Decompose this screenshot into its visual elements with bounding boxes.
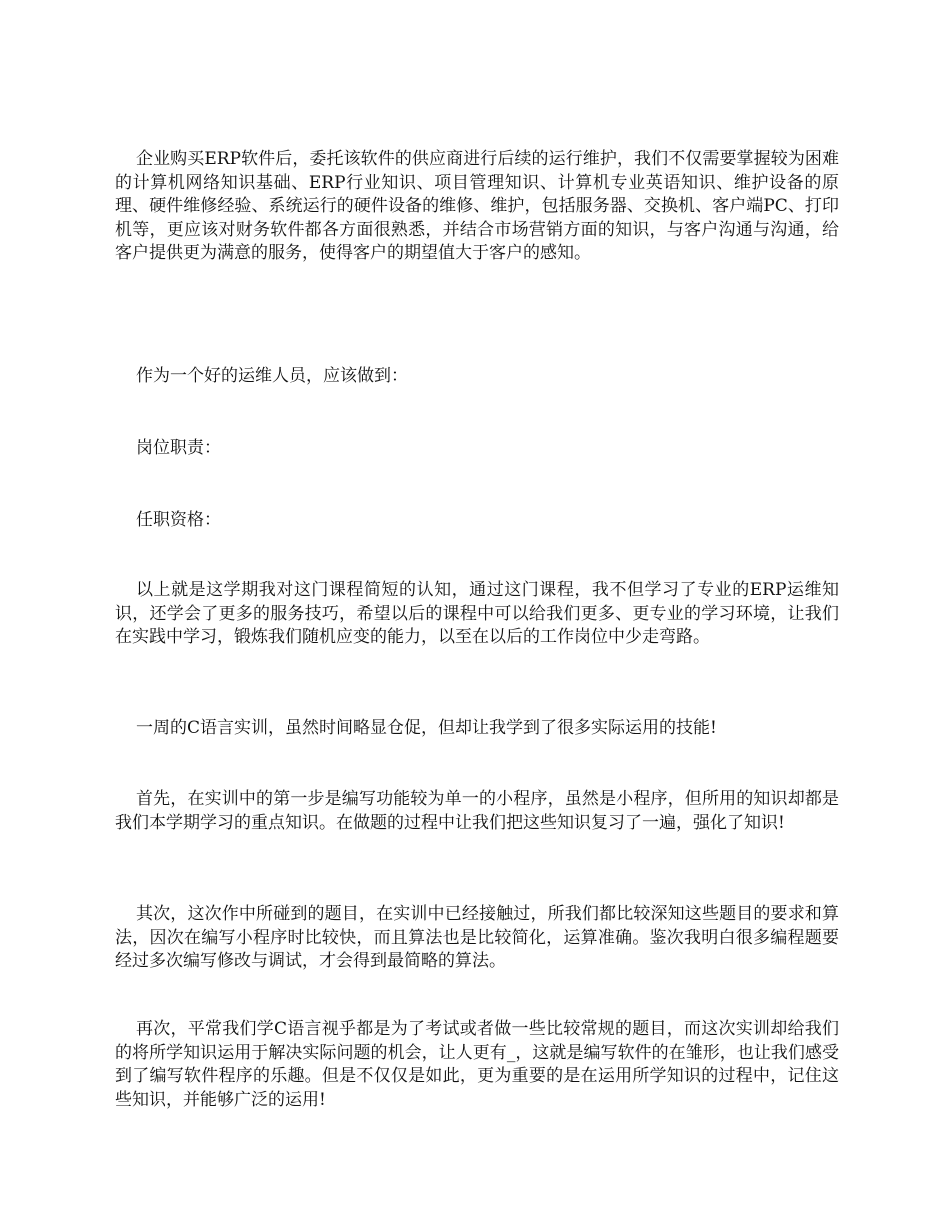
paragraph-third: 再次，平常我们学C语言视乎都是为了考试或者做一些比较常规的题目，而这次实训却给我们的将所学知识运用于解决实际问题的机会，让人更有_，这就是编写软件的在雏形，也让我们感受到了编写软件程序的乐趣。但是不仅仅是如此，更为重要的是在运用所学知识的过程中，记住这些知识，并能够广泛的运用! xyxy=(115,1019,839,1110)
paragraph-good-ops-staff: 作为一个好的运维人员，应该做到： xyxy=(136,366,408,386)
paragraph-qualifications: 任职资格： xyxy=(136,510,221,530)
paragraph-course-summary: 以上就是这学期我对这门课程简短的认知，通过这门课程，我不但学习了专业的ERP运维知识，还学会了更多的服务技巧，希望以后的课程中可以给我们更多、更专业的学习环境，让我们在实践中学习，锻炼我们随机应变的能力，以至在以后的工作岗位中少走弯路。 xyxy=(115,580,839,647)
paragraph-first: 首先，在实训中的第一步是编写功能较为单一的小程序，虽然是小程序，但所用的知识却都是我们本学期学习的重点知识。在做题的过程中让我们把这些知识复习了一遍，强化了知识! xyxy=(115,789,839,833)
paragraph-job-duties: 岗位职责： xyxy=(136,438,221,458)
paragraph-erp-maintenance: 企业购买ERP软件后，委托该软件的供应商进行后续的运行维护，我们不仅需要掌握较为困难的计算机网络知识基础、ERP行业知识、项目管理知识、计算机专业英语知识、维护设备的原理、硬件维修经验、系统运行的硬件设备的维修、维护，包括服务器、交换机、客户端PC、打印机等，更应该对财务软件都各方面很熟悉，并结合市场营销方面的知识，与客户沟通与沟通，给客户提供更为满意的服务，使得客户的期望值大于客户的感知。 xyxy=(115,149,839,263)
paragraph-c-training-intro: 一周的C语言实训，虽然时间略显仓促，但却让我学到了很多实际运用的技能! xyxy=(136,718,717,738)
paragraph-second: 其次，这次作中所碰到的题目，在实训中已经接触过，所我们都比较深知这些题目的要求和算法，因次在编写小程序时比较快，而且算法也是比较简化，运算准确。鉴次我明白很多编程题要经过多次编写修改与调试，才会得到最简略的算法。 xyxy=(115,904,839,971)
